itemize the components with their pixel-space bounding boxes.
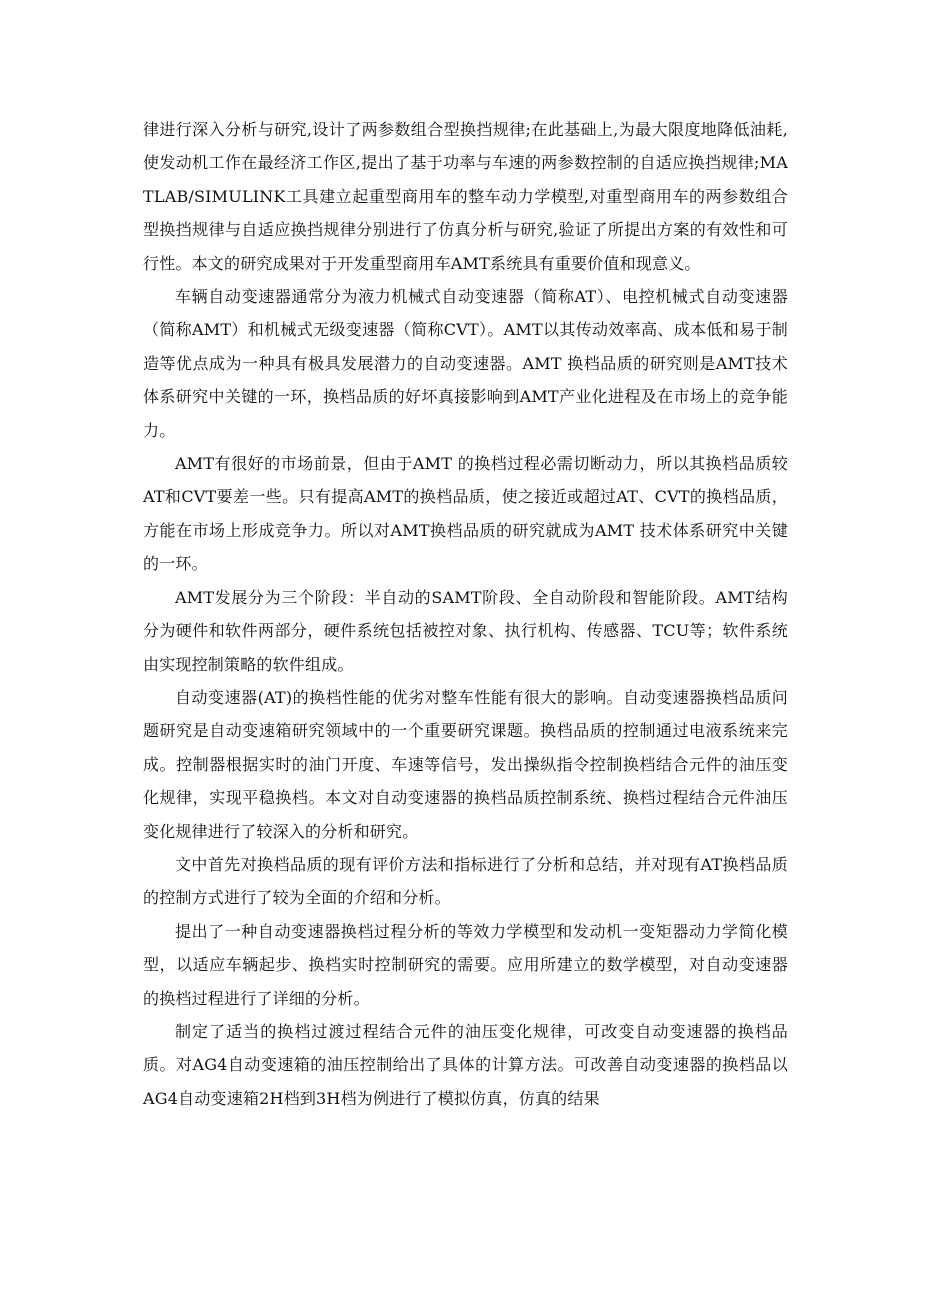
paragraph-7: 提出了一种自动变速器换档过程分析的等效力学模型和发动机一变矩器动力学简化模型，以适应车辆起步、换档实时控制研究的需要。应用所建立的数学模型，对自动变速器的换档过程进行了详细的分析。 bbox=[143, 921, 788, 1008]
paragraph-3: AMT有很好的市场前景，但由于AMT 的换档过程必需切断动力，所以其换档品质较AT和CVT要差一些。只有提高AMT的换档品质，使之接近或超过AT、CVT的换档品质，方能在市场上形成竞争力。所以对AMT换档品质的研究就成为AMT 技术体系研究中关键的一环。 bbox=[143, 454, 788, 574]
paragraph-2: 车辆自动变速器通常分为液力机械式自动变速器（简称AT）、电控机械式自动变速器（简称AMT）和机械式无级变速器（简称CVT）。AMT以其传动效率高、成本低和易于制造等优点成为一种具有极具发展潜力的自动变速器。AMT 换档品质的研究则是AMT技术体系研究中关键的一环，换档品质的好坏真接影响到AMT产业化进程及在市场上的竞争能力。 bbox=[143, 287, 788, 440]
document-body bbox=[143, 113, 788, 1115]
paragraph-5: 自动变速器(AT)的换档性能的优劣对整车性能有很大的影响。自动变速器换档品质问题研究是自动变速箱研究领域中的一个重要研究课题。换档品质的控制通过电液系统来完成。控制器根据实时的油门开度、车速等信号，发出操纵指令控制换档结合元件的油压变化规律，实现平稳换档。本文对自动变速器的换档品质控制系统、换档过程结合元件油压变化规律进行了较深入的分析和研究。 bbox=[143, 687, 788, 841]
paragraph-8: 制定了适当的换档过渡过程结合元件的油压变化规律，可改变自动变速器的换档品质。对AG4自动变速箱的油压控制给出了具体的计算方法。可改善自动变速器的换档品以AG4自动变速箱2H档到3H档为例进行了模拟仿真，仿真的结果 bbox=[143, 1021, 788, 1108]
paragraph-4: AMT发展分为三个阶段：半自动的SAMT阶段、全自动阶段和智能阶段。AMT结构分为硬件和软件两部分，硬件系统包括被控对象、执行机构、传感器、TCU等；软件系统由实现控制策略的软件组成。 bbox=[143, 587, 788, 674]
paragraph-6: 文中首先对换档品质的现有评价方法和指标进行了分析和总结，并对现有AT换档品质的控制方式进行了较为全面的介绍和分析。 bbox=[143, 854, 788, 908]
paragraph-1: 律进行深入分析与研究,设计了两参数组合型换挡规律;在此基础上,为最大限度地降低油耗,使发动机工作在最经济工作区,提出了基于功率与车速的两参数控制的自适应换挡规律;MATLAB/SIMULINK工具建立起重型商用车的整车动力学模型,对重型商用车的两参数组合型换挡规律与自适应换挡规律分别进行了仿真分析与研究,验证了所提出方案的有效性和可行性。本文的研究成果对于开发重型商用车AMT系统具有重要价值和现意义。 bbox=[143, 120, 788, 273]
